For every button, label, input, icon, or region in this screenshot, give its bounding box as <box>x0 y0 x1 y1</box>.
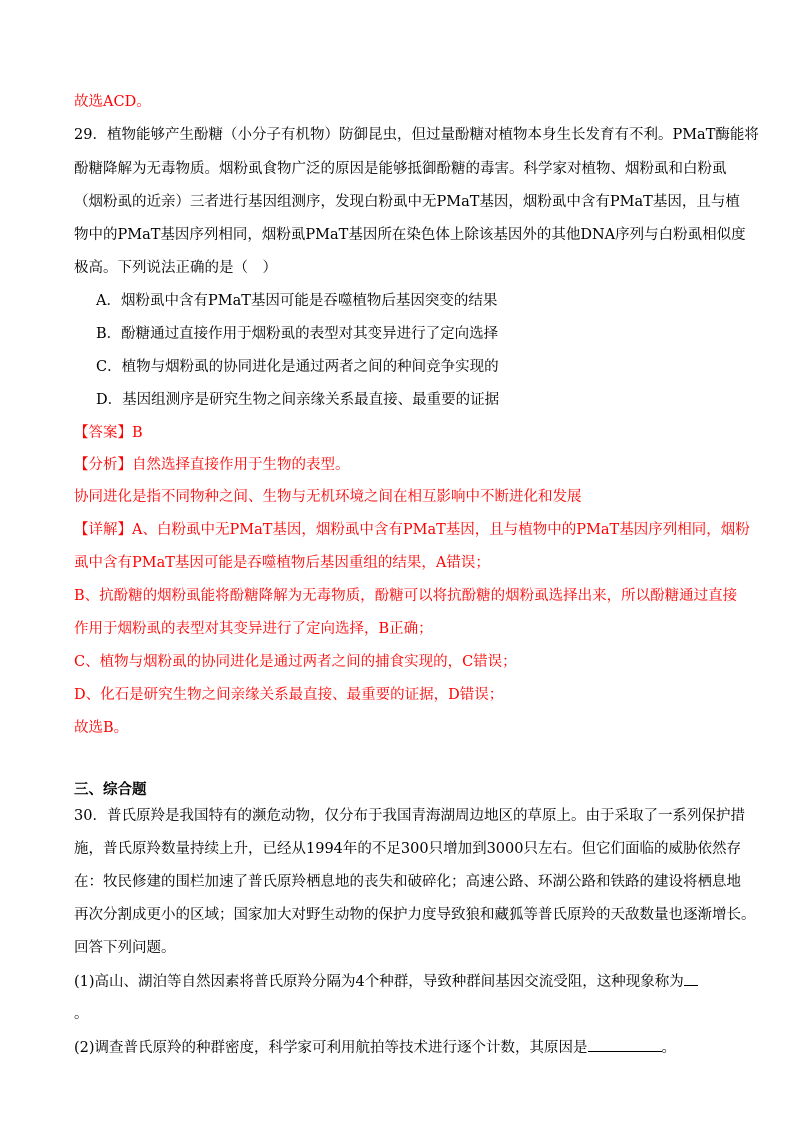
q29-option-c: C．植物与烟粉虱的协同进化是通过两者之间的种间竞争实现的 <box>96 359 499 375</box>
q29-option-b: B．酚糖通过直接作用于烟粉虱的表型对其变异进行了定向选择 <box>96 326 499 342</box>
q29-detail-conclusion: 故选B。 <box>74 720 129 736</box>
previous-answer-conclusion: 故选ACD。 <box>74 94 151 110</box>
q29-stem-line-5: 极高。下列说法正确的是（ ） <box>74 260 277 276</box>
q29-detail-line-6: D、化石是研究生物之间亲缘关系最直接、最重要的证据，D错误； <box>74 687 504 703</box>
q29-analysis-2: 协同进化是指不同物种之间、生物与无机环境之间在相互影响中不断进化和发展 <box>74 489 582 505</box>
q29-detail-line-2: 虱中含有PMaT基因可能是吞噬植物后基因重组的结果，A错误； <box>74 555 490 571</box>
q29-detail-line-3: B、抗酚糖的烟粉虱能将酚糖降解为无毒物质，酚糖可以将抗酚糖的烟粉虱选择出来，所以酚糖通过直接 <box>74 588 738 604</box>
q30-sub-1-text: (1)高山、湖泊等自然因素将普氏原羚分隔为4个种群，导致种群间基因交流受阻，这种现象称为 <box>74 974 684 990</box>
q29-analysis: 【分析】自然选择直接作用于生物的表型。 <box>74 457 350 473</box>
q29-option-a: A．烟粉虱中含有PMaT基因可能是吞噬植物后基因突变的结果 <box>96 293 498 309</box>
answer-blank-1[interactable] <box>684 971 698 986</box>
q30-stem-line-1: 30．普氏原羚是我国特有的濒危动物，仅分布于我国青海湖周边地区的草原上。由于采取了一系列保护措 <box>74 808 745 824</box>
q30-sub-1 <box>74 971 734 992</box>
q29-stem-line-3: （烟粉虱的近亲）三者进行基因组测序，发现白粉虱中无PMaT基因，烟粉虱中含有PMaT基因，且与植 <box>74 194 740 210</box>
q30-stem-line-5: 回答下列问题。 <box>74 940 176 956</box>
q30-sub-1-end: 。 <box>74 1006 89 1022</box>
q30-sub-2 <box>74 1037 734 1058</box>
q30-sub-2-end: 。 <box>661 1040 677 1056</box>
q29-stem-line-1: 29．植物能够产生酚糖（小分子有机物）防御昆虫，但过量酚糖对植物本身生长发育有不利。PMaT酶能将 <box>74 127 759 143</box>
answer-blank-2[interactable] <box>588 1037 662 1052</box>
q29-answer: 【答案】B <box>74 425 143 441</box>
q29-detail-line-1: 【详解】A、白粉虱中无PMaT基因，烟粉虱中含有PMaT基因，且与植物中的PMaT基因序列相同，烟粉 <box>74 522 750 538</box>
q30-stem-line-4: 再次分割成更小的区域；国家加大对野生动物的保护力度导致狼和藏狐等普氏原羚的天敌数量也逐渐增长。 <box>74 907 756 923</box>
q29-detail-line-4: 作用于烟粉虱的表型对其变异进行了定向选择，B正确； <box>74 621 433 637</box>
section-heading: 三、综合题 <box>74 781 147 798</box>
q30-stem-line-2: 施，普氏原羚数量持续上升，已经从1994年的不足300只增加到3000只左右。但它们面临的威胁依然存 <box>74 841 741 857</box>
q29-stem-line-4: 物中的PMaT基因序列相同，烟粉虱PMaT基因所在染色体上除该基因外的其他DNA序列与白粉虱相似度 <box>74 227 746 243</box>
q29-detail-line-5: C、植物与烟粉虱的协同进化是通过两者之间的捕食实现的，C错误； <box>74 654 517 670</box>
q30-stem-line-3: 在：牧民修建的围栏加速了普氏原羚栖息地的丧失和破碎化；高速公路、环湖公路和铁路的建设将栖息地 <box>74 874 741 890</box>
q29-stem-line-2: 酚糖降解为无毒物质。烟粉虱食物广泛的原因是能够抵御酚糖的毒害。科学家对植物、烟粉虱和白粉虱 <box>74 161 727 177</box>
q30-sub-2-text: (2)调查普氏原羚的种群密度，科学家可利用航拍等技术进行逐个计数，其原因是 <box>74 1040 588 1056</box>
q29-option-d: D．基因组测序是研究生物之间亲缘关系最直接、最重要的证据 <box>96 392 500 408</box>
